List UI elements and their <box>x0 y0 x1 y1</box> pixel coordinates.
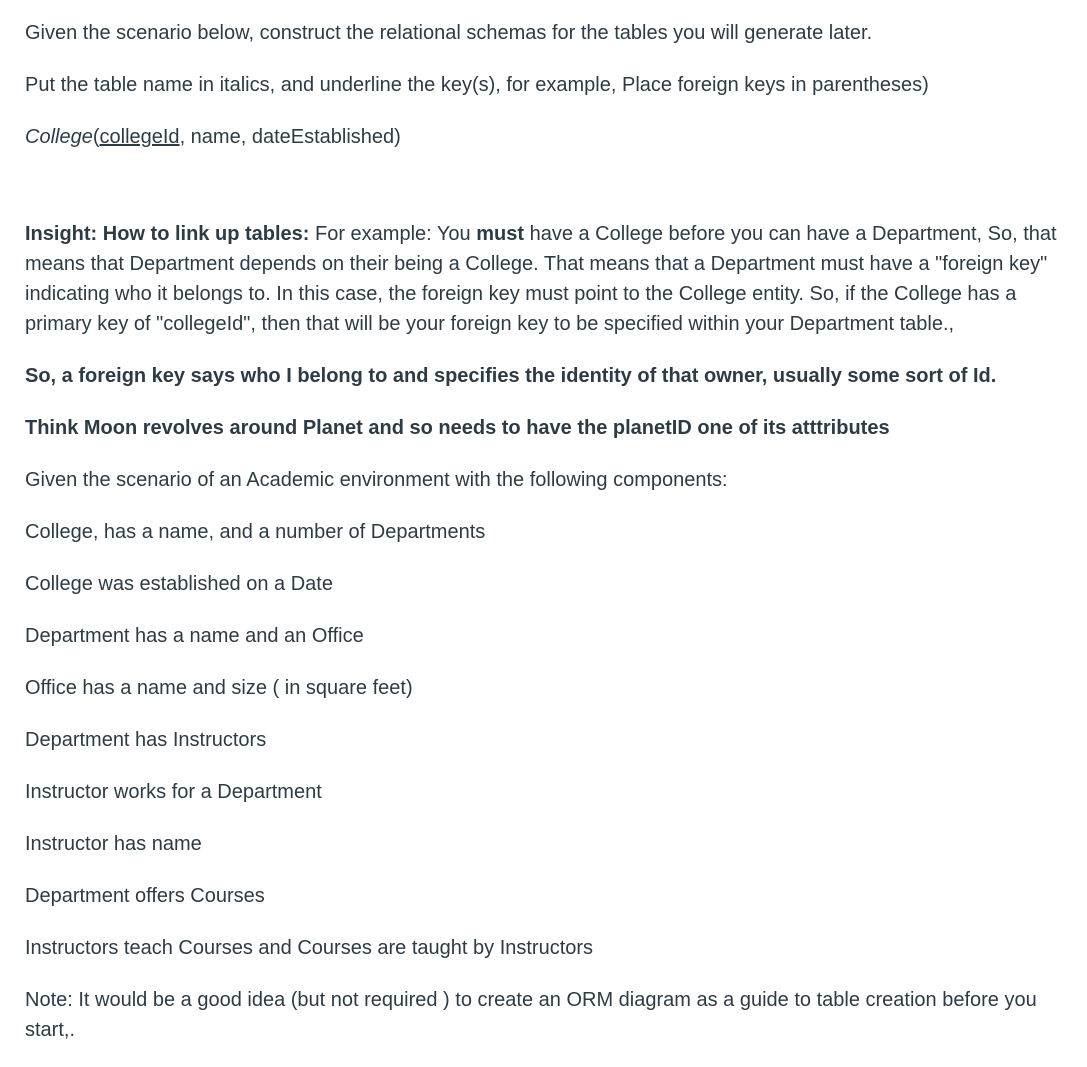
component-item: Department offers Courses <box>25 885 265 907</box>
scenario-intro: Given the scenario of an Academic environment with the following components: <box>25 469 728 491</box>
insight-text-a: For example: You <box>309 223 477 245</box>
component-item: College, has a name, and a number of Departments <box>25 521 486 543</box>
component-item: Instructors teach Courses and Courses are taught by Instructors <box>25 937 594 959</box>
bold-note-moon-planet-text: Think Moon revolves around Planet and so needs to have the planetID one of its atttributes <box>25 417 890 439</box>
bold-note-foreign-key-text: So, a foreign key says who I belong to and specifies the identity of that owner, usually some sort of Id. <box>25 365 997 387</box>
component-item: Office has a name and size ( in square feet) <box>25 677 413 699</box>
intro-line-1: Given the scenario below, construct the relational schemas for the tables you will generate later. <box>25 22 873 44</box>
note-paragraph: Note: It would be a good idea (but not required ) to create an ORM diagram as a guide to table creation before you start,. <box>25 989 1037 1041</box>
intro-line-2: Put the table name in italics, and underline the key(s), for example, Place foreign keys in parentheses) <box>25 74 929 96</box>
component-item: College was established on a Date <box>25 573 333 595</box>
insight-text-b: have a College before you can have a Department, So, that means that Department depends on their being a College. That means that a Department must have a "foreign key" indicating who it belongs to. In this case, the foreign key must point to the College entity. So, if the College has a primary key of "collegeId", then that will be your foreign key to be specified within your Department table., <box>25 223 1057 335</box>
insight-label: Insight: How to link up tables: <box>25 223 310 245</box>
component-item: Department has a name and an Office <box>25 625 364 647</box>
bold-note-moon-planet <box>25 413 1070 443</box>
example-schema <box>25 122 1070 152</box>
schema-primary-key: collegeId <box>99 126 180 148</box>
bold-note-foreign-key <box>25 361 1070 391</box>
component-item: Department has Instructors <box>25 729 267 751</box>
component-item: Instructor has name <box>25 833 202 855</box>
insight-emphasis: must <box>476 223 525 245</box>
spacer <box>25 174 1070 219</box>
schema-open-paren: ( <box>92 126 100 148</box>
schema-table-name: College <box>25 126 93 148</box>
insight-paragraph <box>25 219 1070 339</box>
schema-attributes: , name, dateEstablished) <box>179 126 401 148</box>
assignment-content <box>25 18 1070 1067</box>
component-item: Instructor works for a Department <box>25 781 322 803</box>
